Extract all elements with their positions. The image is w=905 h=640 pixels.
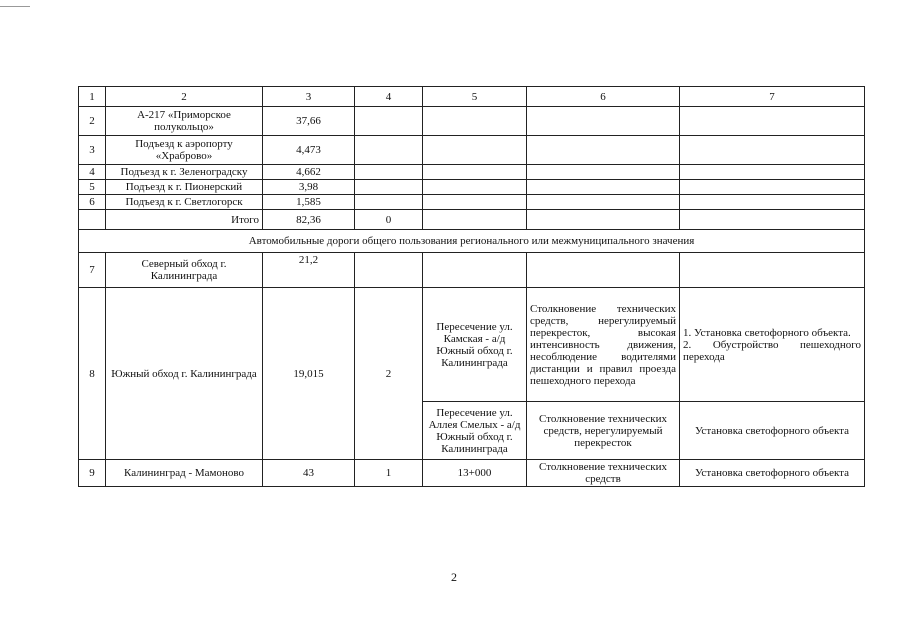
page-number: 2 [451, 570, 457, 584]
list-item: 1. Установка светофорного объекта. [683, 326, 851, 339]
row-number [79, 210, 106, 230]
accident-cause [527, 136, 680, 165]
road-name: Подъезд к г. Зеленоградску [106, 165, 263, 180]
row-number: 7 [79, 253, 106, 288]
row-number: 6 [79, 195, 106, 210]
table-header-row [79, 87, 865, 107]
header-cell: 2 [106, 87, 263, 107]
road-length: 4,473 [263, 136, 355, 165]
proposed-measures [680, 253, 865, 288]
row-number: 2 [79, 107, 106, 136]
road-name: Калининград - Мамоново [106, 460, 263, 487]
header-cell: 7 [680, 87, 865, 107]
accident-cause [527, 180, 680, 195]
road-name: А-217 «Приморское полукольцо» [106, 107, 263, 136]
total-label: Итого [106, 210, 263, 230]
table-row [79, 107, 865, 136]
header-cell: 1 [79, 87, 106, 107]
proposed-measures [680, 210, 865, 230]
row-number: 9 [79, 460, 106, 487]
header-cell: 6 [527, 87, 680, 107]
road-name: Южный обход г. Калининграда [106, 288, 263, 460]
proposed-measures [680, 107, 865, 136]
site-location [423, 195, 527, 210]
proposed-measures [680, 195, 865, 210]
site-count [355, 165, 423, 180]
site-location [423, 210, 527, 230]
total-count: 0 [355, 210, 423, 230]
road-length: 19,015 [263, 288, 355, 460]
header-cell: 3 [263, 87, 355, 107]
site-location [423, 253, 527, 288]
measures-list [683, 327, 861, 363]
site-count: 1 [355, 460, 423, 487]
site-location [423, 107, 527, 136]
site-count [355, 107, 423, 136]
proposed-measures: Установка светофорного объекта [680, 460, 865, 487]
road-length: 3,98 [263, 180, 355, 195]
proposed-measures [680, 165, 865, 180]
proposed-measures [680, 136, 865, 165]
site-count [355, 180, 423, 195]
total-length: 82,36 [263, 210, 355, 230]
section-title-row [79, 230, 865, 253]
table-row [79, 136, 865, 165]
row-number: 5 [79, 180, 106, 195]
site-location: 13+000 [423, 460, 527, 487]
site-count [355, 253, 423, 288]
site-count [355, 195, 423, 210]
site-count: 2 [355, 288, 423, 460]
row-number: 3 [79, 136, 106, 165]
road-length: 1,585 [263, 195, 355, 210]
total-row [79, 210, 865, 230]
accident-cause [527, 107, 680, 136]
section-title: Автомобильные дороги общего пользования регионального или межмуниципального значения [79, 230, 865, 253]
row-number: 4 [79, 165, 106, 180]
accident-cause [527, 165, 680, 180]
accident-cause [527, 210, 680, 230]
accident-sites-table [78, 86, 865, 487]
table-row [79, 460, 865, 487]
site-count [355, 136, 423, 165]
proposed-measures [680, 288, 865, 402]
table-row [79, 180, 865, 195]
site-location: Пересечение ул. Аллея Смелых - а/д Южный обход г. Калининграда [423, 402, 527, 460]
header-cell: 5 [423, 87, 527, 107]
header-cell: 4 [355, 87, 423, 107]
row-number: 8 [79, 288, 106, 460]
road-length: 37,66 [263, 107, 355, 136]
table-row [79, 165, 865, 180]
road-length: 43 [263, 460, 355, 487]
proposed-measures: Установка светофорного объекта [680, 402, 865, 460]
accident-cause: Столкновение технических средств, нерегулируемый перекресток, высокая интенсивность движения, несоблюдение водителями дистанции и правил проезда пешеходного перехода [527, 288, 680, 402]
site-location [423, 136, 527, 165]
site-location: Пересечение ул. Камская - а/д Южный обход г. Калининграда [423, 288, 527, 402]
site-location [423, 165, 527, 180]
road-name: Подъезд к г. Светлогорск [106, 195, 263, 210]
accident-cause: Столкновение технических средств, нерегулируемый перекресток [527, 402, 680, 460]
table-row [79, 288, 865, 402]
accident-cause [527, 253, 680, 288]
table-row [79, 195, 865, 210]
road-length: 21,2 [263, 253, 355, 288]
proposed-measures [680, 180, 865, 195]
site-location [423, 180, 527, 195]
list-item: 2. Обустройство пешеходного перехода [683, 338, 861, 363]
accident-cause [527, 195, 680, 210]
scan-artifact [0, 6, 30, 7]
road-name: Северный обход г. Калининграда [106, 253, 263, 288]
accident-cause: Столкновение технических средств [527, 460, 680, 487]
table-row [79, 253, 865, 288]
road-name: Подъезд к г. Пионерский [106, 180, 263, 195]
road-name: Подъезд к аэропорту «Храброво» [106, 136, 263, 165]
road-length: 4,662 [263, 165, 355, 180]
